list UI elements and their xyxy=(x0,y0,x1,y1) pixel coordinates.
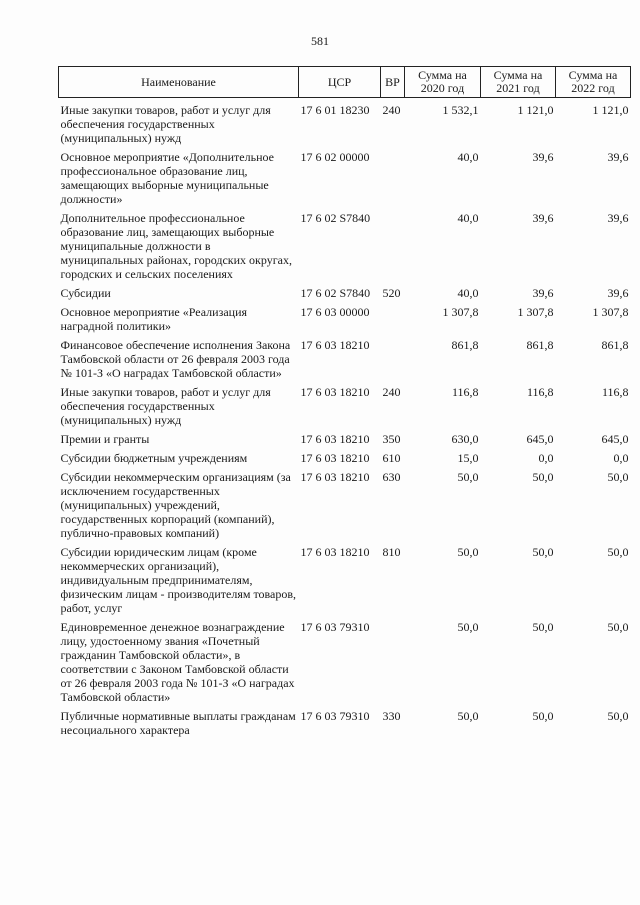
row-sum-2021: 1 307,8 xyxy=(517,305,554,319)
table-row xyxy=(59,704,631,737)
row-sum-2020: 15,0 xyxy=(457,451,479,465)
row-sum-2022: 861,8 xyxy=(601,338,629,352)
row-name: Финансовое обеспечение исполнения Закона Тамбовской области от 26 февраля 2003 года № 101-З «О наградах Тамбовской области» xyxy=(60,338,291,380)
row-sum-2022: 116,8 xyxy=(601,385,629,399)
row-sum-2022: 50,0 xyxy=(607,620,629,634)
row-sum-2020: 1 532,1 xyxy=(442,103,479,117)
row-name: Иные закупки товаров, работ и услуг для обеспечения государственных (муниципальных) нужд xyxy=(60,385,271,427)
table-header-row xyxy=(59,67,631,98)
row-sum-2021: 39,6 xyxy=(532,286,554,300)
row-sum-2020: 40,0 xyxy=(457,211,479,225)
row-sum-2021: 0,0 xyxy=(538,451,554,465)
table-row xyxy=(59,446,631,465)
row-csr: 17 6 03 18210 xyxy=(300,451,370,465)
row-name: Премии и гранты xyxy=(60,432,150,446)
row-csr: 17 6 03 18210 xyxy=(300,385,370,399)
header-name: Наименование xyxy=(59,67,299,98)
row-name: Субсидии некоммерческим организациям (за исключением государственных (муниципальных) учреждений, государственных корпораций (компаний), публично-правовых компаний) xyxy=(60,470,291,540)
header-sum-2021: Сумма на 2021 год xyxy=(481,67,556,98)
row-sum-2020: 40,0 xyxy=(457,286,479,300)
table-row xyxy=(59,300,631,333)
row-sum-2022: 0,0 xyxy=(613,451,629,465)
table-row xyxy=(59,206,631,281)
row-csr: 17 6 01 18230 xyxy=(300,103,370,117)
row-vr: 610 xyxy=(382,451,401,465)
table-row xyxy=(59,615,631,704)
row-sum-2020: 50,0 xyxy=(457,709,479,723)
row-sum-2022: 645,0 xyxy=(601,432,629,446)
row-csr: 17 6 02 S7840 xyxy=(300,286,371,300)
row-vr xyxy=(381,145,405,206)
row-sum-2021: 116,8 xyxy=(526,385,554,399)
row-sum-2022: 50,0 xyxy=(607,470,629,484)
table-row xyxy=(59,281,631,300)
row-csr: 17 6 03 18210 xyxy=(300,338,370,352)
row-name: Иные закупки товаров, работ и услуг для обеспечения государственных (муниципальных) нужд xyxy=(60,103,271,145)
budget-table xyxy=(58,66,631,737)
header-sum-2020: Сумма на 2020 год xyxy=(405,67,481,98)
row-name: Субсидии юридическим лицам (кроме некоммерческих организаций), индивидуальным предпринимателям, физическим лицам - производителям товаров, работ, услуг xyxy=(60,545,297,615)
row-sum-2020: 40,0 xyxy=(457,150,479,164)
row-csr: 17 6 02 00000 xyxy=(300,150,370,164)
row-vr: 330 xyxy=(382,709,401,723)
row-vr: 810 xyxy=(382,545,401,559)
table-row xyxy=(59,540,631,615)
row-vr: 240 xyxy=(382,385,401,399)
row-sum-2021: 1 121,0 xyxy=(517,103,554,117)
row-sum-2020: 630,0 xyxy=(451,432,479,446)
row-name: Единовременное денежное вознаграждение лицу, удостоенному звания «Почетный гражданин Тамбовской области», в соответствии с Законом Тамбовской области от 26 февраля 2003 года № 101-З «О наградах Тамбовской области» xyxy=(60,620,295,704)
row-sum-2021: 39,6 xyxy=(532,150,554,164)
row-name: Основное мероприятие «Дополнительное профессиональное образование лиц, замещающих выборные муниципальные должности» xyxy=(60,150,274,206)
row-sum-2021: 50,0 xyxy=(532,709,554,723)
row-sum-2020: 50,0 xyxy=(457,620,479,634)
header-vr: ВР xyxy=(381,67,405,98)
row-sum-2021: 50,0 xyxy=(532,470,554,484)
row-sum-2020: 50,0 xyxy=(457,470,479,484)
table-row xyxy=(59,145,631,206)
row-sum-2022: 1 307,8 xyxy=(592,305,629,319)
table-row xyxy=(59,465,631,540)
row-sum-2022: 50,0 xyxy=(607,545,629,559)
row-sum-2022: 1 121,0 xyxy=(592,103,629,117)
table-row xyxy=(59,380,631,427)
row-csr: 17 6 03 18210 xyxy=(300,432,370,446)
header-sum-2022: Сумма на 2022 год xyxy=(556,67,631,98)
row-sum-2022: 39,6 xyxy=(607,150,629,164)
row-vr xyxy=(381,206,405,281)
row-sum-2020: 861,8 xyxy=(451,338,479,352)
row-csr: 17 6 03 18210 xyxy=(300,470,370,484)
row-csr: 17 6 03 79310 xyxy=(300,709,370,723)
row-name: Субсидии xyxy=(60,286,111,300)
table-row xyxy=(59,333,631,380)
row-sum-2022: 39,6 xyxy=(607,286,629,300)
row-sum-2020: 50,0 xyxy=(457,545,479,559)
row-csr: 17 6 03 79310 xyxy=(300,620,370,634)
row-vr xyxy=(381,300,405,333)
row-name: Дополнительное профессиональное образование лиц, замещающих выборные муниципальные должности в муниципальных районах, городских округах, городских и сельских поселениях xyxy=(60,211,292,281)
row-vr: 350 xyxy=(382,432,401,446)
row-sum-2022: 39,6 xyxy=(607,211,629,225)
row-vr: 240 xyxy=(382,103,401,117)
row-name: Субсидии бюджетным учреждениям xyxy=(60,451,248,465)
row-vr: 520 xyxy=(382,286,401,300)
row-name: Публичные нормативные выплаты гражданам несоциального характера xyxy=(60,709,296,737)
table-row xyxy=(59,427,631,446)
row-vr xyxy=(381,615,405,704)
row-csr: 17 6 02 S7840 xyxy=(300,211,371,225)
row-sum-2021: 861,8 xyxy=(526,338,554,352)
row-name: Основное мероприятие «Реализация наградной политики» xyxy=(60,305,248,333)
row-csr: 17 6 03 18210 xyxy=(300,545,370,559)
row-sum-2021: 645,0 xyxy=(526,432,554,446)
row-sum-2020: 1 307,8 xyxy=(442,305,479,319)
row-vr xyxy=(381,333,405,380)
page-number: 581 xyxy=(311,34,329,48)
row-sum-2021: 50,0 xyxy=(532,545,554,559)
table-row xyxy=(59,98,631,146)
row-csr: 17 6 03 00000 xyxy=(300,305,370,319)
row-sum-2021: 50,0 xyxy=(532,620,554,634)
row-sum-2022: 50,0 xyxy=(607,709,629,723)
row-sum-2020: 116,8 xyxy=(451,385,479,399)
row-vr: 630 xyxy=(382,470,401,484)
row-sum-2021: 39,6 xyxy=(532,211,554,225)
header-csr: ЦСР xyxy=(299,67,381,98)
